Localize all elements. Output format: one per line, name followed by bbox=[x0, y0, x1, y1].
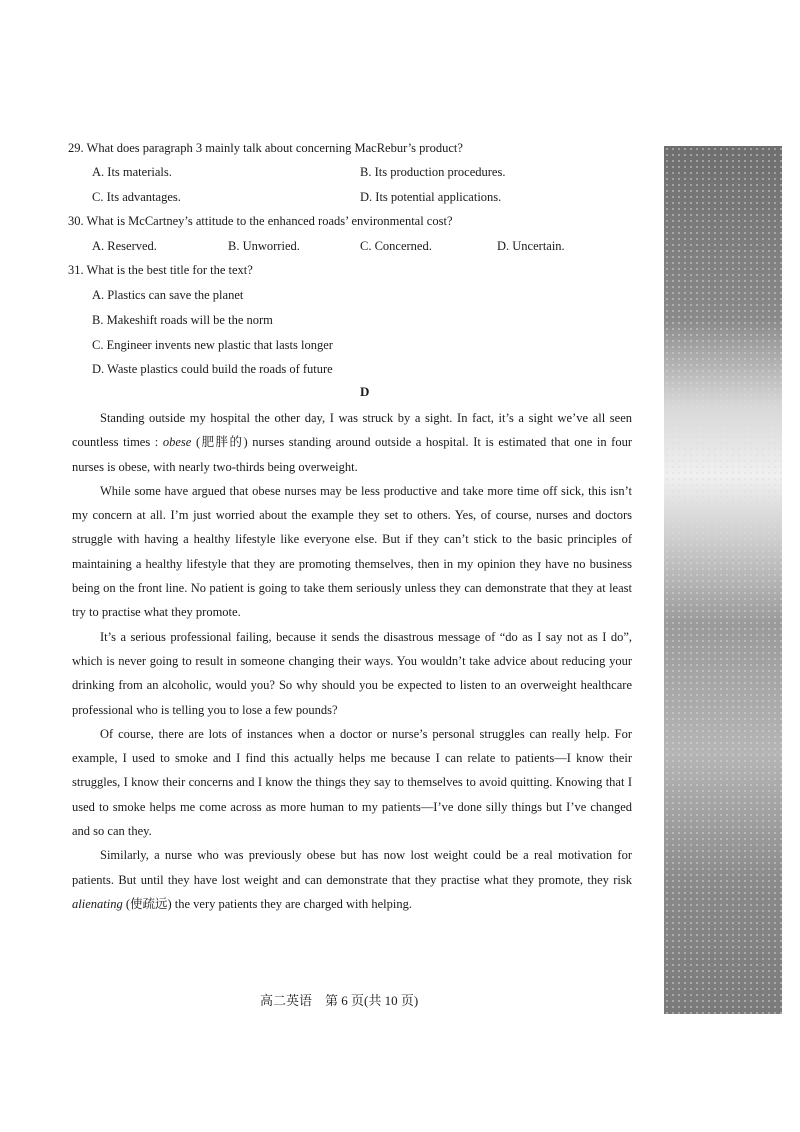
glossed-term-obese: obese bbox=[162, 435, 192, 450]
paragraph-1 bbox=[72, 406, 632, 479]
question-31-option-b: B. Makeshift roads will be the norm bbox=[92, 313, 273, 327]
question-30-option-c: C. Concerned. bbox=[360, 239, 432, 253]
question-31-option-a: A. Plastics can save the planet bbox=[92, 288, 244, 302]
question-31-stem: 31. What is the best title for the text? bbox=[68, 263, 253, 277]
question-31-option-c: C. Engineer invents new plastic that lasts longer bbox=[92, 338, 333, 352]
paragraph-1-text-a: Standing outside my hospital the other day, I was struck by a sight. In fact, it’s a sight we’ve all seen countless times : bbox=[72, 411, 632, 450]
paragraph-5-text-a: Similarly, a nurse who was previously obese but has now lost weight could be a real motivation for patients. But until they have lost weight and can demonstrate that they practise what they promote, they risk bbox=[72, 848, 632, 887]
paragraph-1-text-b: nurses standing around outside a hospital. It is estimated that one in four nurses is obese, with nearly two-thirds being overweight. bbox=[72, 435, 632, 474]
gloss-obese: (肥胖的) bbox=[191, 435, 253, 450]
question-29-option-b: B. Its production procedures. bbox=[360, 165, 506, 179]
question-29-option-c: C. Its advantages. bbox=[92, 190, 181, 204]
question-30-stem: 30. What is McCartney’s attitude to the enhanced roads’ environmental cost? bbox=[68, 214, 453, 228]
question-29-option-d: D. Its potential applications. bbox=[360, 190, 502, 204]
paragraph-3: It’s a serious professional failing, because it sends the disastrous message of “do as I say not as I do”, which is never going to result in someone changing their ways. You wouldn’t take advice about reducing your drinking from an alcoholic, would you? So why should you be expected to listen to an overweight healthcare professional who is telling you to lose a few pounds? bbox=[72, 629, 632, 717]
question-31-option-d: D. Waste plastics could build the roads of future bbox=[92, 362, 333, 376]
question-30-option-b: B. Unworried. bbox=[228, 239, 300, 253]
section-heading: D bbox=[360, 384, 370, 399]
paragraph-4: Of course, there are lots of instances when a doctor or nurse’s personal struggles can really help. For example, I used to smoke and I find this actually helps me because I can relate to patients—I know their struggles, I know their concerns and I know the things they say to themselves to avoid quitting. Knowing that I used to smoke helps me come across as more human to my patients—I’ve done silly things but I’ve changed and so can they. bbox=[72, 726, 632, 839]
question-30-option-a: A. Reserved. bbox=[92, 239, 157, 253]
question-30-option-d: D. Uncertain. bbox=[497, 239, 565, 253]
paragraph-5-text-b: the very patients they are charged with helping. bbox=[174, 896, 412, 911]
glossed-term-alienating: alienating bbox=[72, 896, 123, 911]
paragraph-5 bbox=[72, 843, 632, 916]
page-footer: 高二英语 第 6 页(共 10 页) bbox=[260, 993, 419, 1008]
question-29-option-a: A. Its materials. bbox=[92, 165, 172, 179]
passage bbox=[72, 406, 632, 916]
gloss-alienating: (使疏远) bbox=[122, 896, 175, 911]
paragraph-2: While some have argued that obese nurses may be less productive and take more time off sick, this isn’t my concern at all. I’m just worried about the example they set to others. Yes, of course, nurses and doctors struggle with having a healthy lifestyle like everyone else. But if they can’t stick to the basic principles of maintaining a healthy lifestyle that they are promoting themselves, then in my opinion they have no business being on the front line. No patient is going to take them seriously unless they can demonstrate that they at least try to practise what they promote. bbox=[72, 483, 632, 620]
question-29-stem: 29. What does paragraph 3 mainly talk about concerning MacRebur’s product? bbox=[68, 141, 463, 155]
scan-margin-strip bbox=[664, 146, 782, 1014]
